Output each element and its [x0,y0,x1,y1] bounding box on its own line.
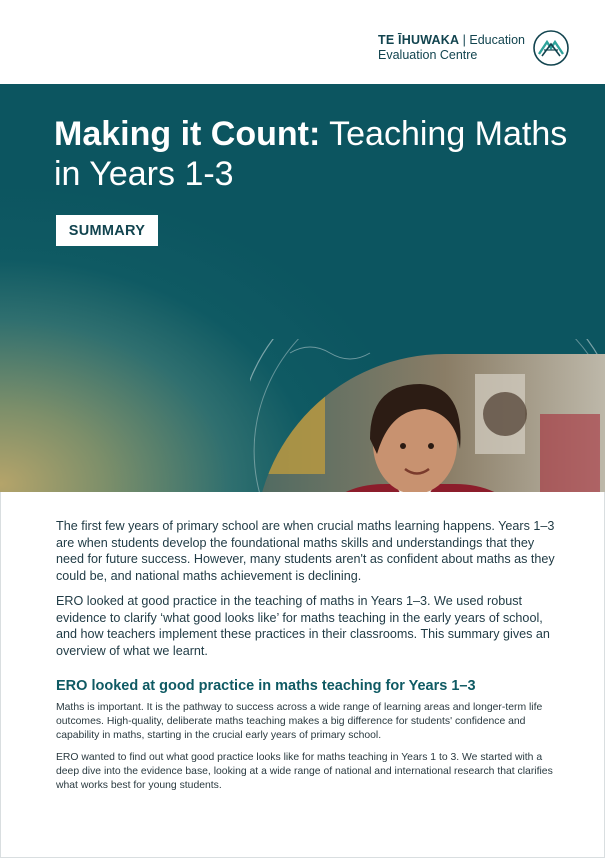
section-heading: ERO looked at good practice in maths teaching for Years 1–3 [56,678,476,694]
summary-tag: SUMMARY [56,215,158,246]
title-bold: Making it Count: [54,115,321,153]
logo-text [378,33,525,63]
page-title [54,114,574,194]
section-paragraph-1: Maths is important. It is the pathway to success across a wide range of learning areas and longer-term life outcomes. High-quality, deliberate maths teaching makes a big difference for students' confidence and capability in maths, starting in the crucial early years of primary school. [56,702,543,741]
title-rest: Teaching Maths in Years 1-3 [54,115,568,193]
logo-line-1 [378,33,525,48]
intro-paragraph-2: ERO looked at good practice in the teaching of maths in Years 1–3. We used robust evidence to clarify ‘what good looks like’ for maths teaching in the early years of school, and how teachers implement these practices in their classrooms. This summary gives an overview of what we learnt. [56,594,550,658]
main-content [56,518,556,801]
logo-divider: | [459,33,470,47]
logo-line1-suffix: Education [469,33,525,47]
ero-logo[interactable] [378,30,569,66]
logo-brand: TE ĪHUWAKA [378,33,460,47]
header-band [0,0,605,84]
intro-paragraph-1: The first few years of primary school are when crucial maths learning happens. Years 1–3 are when students develop the foundational maths skills and understandings that they need for future success. However, many students aren't as confident about maths as they could be, and national maths achievement is declining. [56,519,555,583]
ero-emblem-icon [533,30,569,66]
hero-banner [0,84,605,492]
logo-line-2: Evaluation Centre [378,48,478,62]
section-paragraph-2: ERO wanted to find out what good practice looks like for maths teaching in Years 1 to 3. We started with a deep dive into the evidence base, looking at a wide range of national and international research that clarifies what works best for young students. [56,752,553,791]
